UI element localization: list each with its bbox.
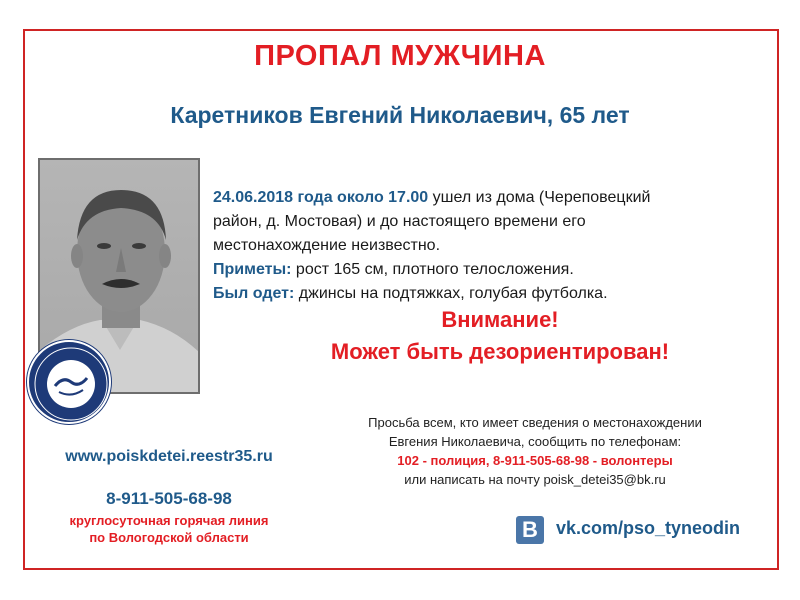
signs-line	[213, 258, 753, 282]
signs-label: Приметы:	[213, 261, 292, 278]
info-line-3: местонахождение неизвестно.	[213, 237, 441, 254]
attention-warning: Может быть дезориентирован!	[330, 339, 670, 364]
vk-link[interactable]: vk.com/pso_tyneodin	[556, 518, 741, 538]
request-phones: 102 - полиция, 8-911-505-68-98 - волонтеры	[397, 453, 673, 468]
attention-heading: Внимание!	[441, 307, 559, 332]
disappearance-info	[213, 186, 753, 306]
contact-request	[310, 413, 760, 489]
info-line-1	[213, 186, 753, 210]
hotline-line-1: круглосуточная горячая линия	[69, 513, 269, 528]
attention-block	[200, 304, 800, 368]
request-line-2: Евгения Николаевича, сообщить по телефонам:	[388, 434, 682, 449]
vk-icon: B	[516, 516, 544, 544]
volunteer-emblem-logo	[27, 340, 111, 424]
hotline-phone: 8-911-505-68-98	[106, 489, 232, 508]
request-email-line: или написать на почту poisk_detei35@bk.ru	[404, 472, 666, 487]
website-link[interactable]: www.poiskdetei.reestr35.ru	[65, 448, 273, 465]
info-line-1-rest: ушел из дома (Череповецкий	[428, 189, 651, 206]
poster-title: ПРОПАЛ МУЖЧИНА	[254, 40, 546, 72]
clothes-text: джинсы на подтяжках, голубая футболка.	[294, 285, 608, 302]
hotline-line-2: по Вологодской области	[89, 530, 249, 545]
info-line-2: район, д. Мостовая) и до настоящего времени его	[213, 213, 586, 230]
request-line-1: Просьба всем, кто имеет сведения о местонахождении	[368, 415, 702, 430]
clothes-label: Был одет:	[213, 285, 295, 302]
hotline-description	[30, 512, 308, 546]
person-name: Каретников Евгений Николаевич, 65 лет	[170, 102, 630, 128]
clothes-line	[213, 282, 753, 306]
signs-text: рост 165 см, плотного телосложения.	[291, 261, 574, 278]
date-time: 24.06.2018 года около 17.00	[213, 189, 429, 206]
